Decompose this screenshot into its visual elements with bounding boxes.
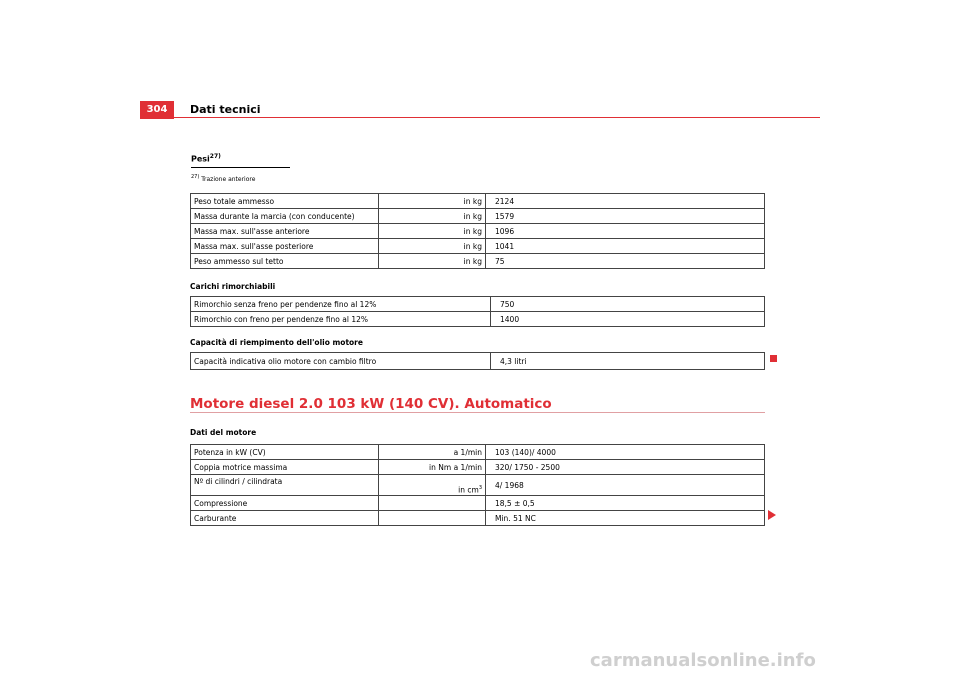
row-unit: [379, 496, 486, 511]
table-row: [191, 254, 765, 269]
row-value: 1579: [486, 209, 765, 224]
table-row: [191, 511, 765, 526]
row-value: Min. 51 NC: [486, 511, 765, 526]
unit-text: in cm: [458, 485, 479, 494]
row-label: Nº di cilindri / cilindrata: [191, 475, 379, 496]
row-label: Massa max. sull'asse posteriore: [191, 239, 379, 254]
row-unit: [379, 511, 486, 526]
row-label: Potenza in kW (CV): [191, 445, 379, 460]
row-label: Rimorchio senza freno per pendenze fino al 12%: [191, 297, 491, 312]
row-value: 4,3 litri: [491, 353, 765, 370]
pesi-heading: [191, 153, 221, 164]
row-unit: a 1/min: [379, 445, 486, 460]
row-value: 1400: [491, 312, 765, 327]
unit-exponent: 3: [478, 484, 482, 491]
row-value: 750: [491, 297, 765, 312]
row-label: Compressione: [191, 496, 379, 511]
engine-table: [190, 444, 765, 526]
row-unit: in kg: [379, 254, 486, 269]
row-label: Massa durante la marcia (con conducente): [191, 209, 379, 224]
table-row: [191, 239, 765, 254]
row-value: 75: [486, 254, 765, 269]
table-row: [191, 297, 765, 312]
row-label: Coppia motrice massima: [191, 460, 379, 475]
table-row: [191, 224, 765, 239]
continue-arrow-icon[interactable]: [768, 510, 776, 520]
row-label: Peso totale ammesso: [191, 194, 379, 209]
section-end-icon: [770, 355, 777, 362]
footnote-mark: 27): [191, 174, 200, 180]
footnote-divider: [191, 167, 290, 168]
table-row: [191, 475, 765, 496]
row-unit: in kg: [379, 209, 486, 224]
pesi-heading-text: Pesi: [191, 154, 210, 164]
table-row: [191, 353, 765, 370]
footnote-text: Trazione anteriore: [201, 176, 256, 183]
row-unit: [379, 475, 486, 496]
olio-table: [190, 352, 765, 370]
row-value: 103 (140)/ 4000: [486, 445, 765, 460]
row-value: 2124: [486, 194, 765, 209]
row-label: Capacità indicativa olio motore con cambio filtro: [191, 353, 491, 370]
watermark: carmanualsonline.info: [590, 650, 816, 671]
page-number: 304: [140, 101, 174, 119]
row-label: Massa max. sull'asse anteriore: [191, 224, 379, 239]
row-value: 1096: [486, 224, 765, 239]
footnote: [191, 174, 255, 183]
row-value: 4/ 1968: [486, 475, 765, 496]
section-title: Dati tecnici: [190, 103, 261, 116]
table-row: [191, 209, 765, 224]
footnote-ref[interactable]: 27): [209, 153, 221, 160]
table-row: [191, 460, 765, 475]
row-label: Peso ammesso sul tetto: [191, 254, 379, 269]
row-unit: in kg: [379, 194, 486, 209]
carichi-heading: Carichi rimorchiabili: [190, 282, 276, 291]
row-unit: in kg: [379, 239, 486, 254]
row-label: Rimorchio con freno per pendenze fino al 12%: [191, 312, 491, 327]
row-unit: in kg: [379, 224, 486, 239]
row-value: 18,5 ± 0,5: [486, 496, 765, 511]
table-row: [191, 312, 765, 327]
engine-title-divider: [190, 412, 765, 413]
row-label: Carburante: [191, 511, 379, 526]
row-value: 320/ 1750 - 2500: [486, 460, 765, 475]
row-value: 1041: [486, 239, 765, 254]
olio-heading: Capacità di riempimento dell'olio motore: [190, 338, 363, 347]
table-row: [191, 445, 765, 460]
row-unit: in Nm a 1/min: [379, 460, 486, 475]
pesi-table: [190, 193, 765, 269]
engine-subheading: Dati del motore: [190, 428, 257, 437]
table-row: [191, 496, 765, 511]
header-divider: [174, 117, 820, 118]
table-row: [191, 194, 765, 209]
engine-title: Motore diesel 2.0 103 kW (140 CV). Automatico: [190, 396, 552, 412]
carichi-table: [190, 296, 765, 327]
